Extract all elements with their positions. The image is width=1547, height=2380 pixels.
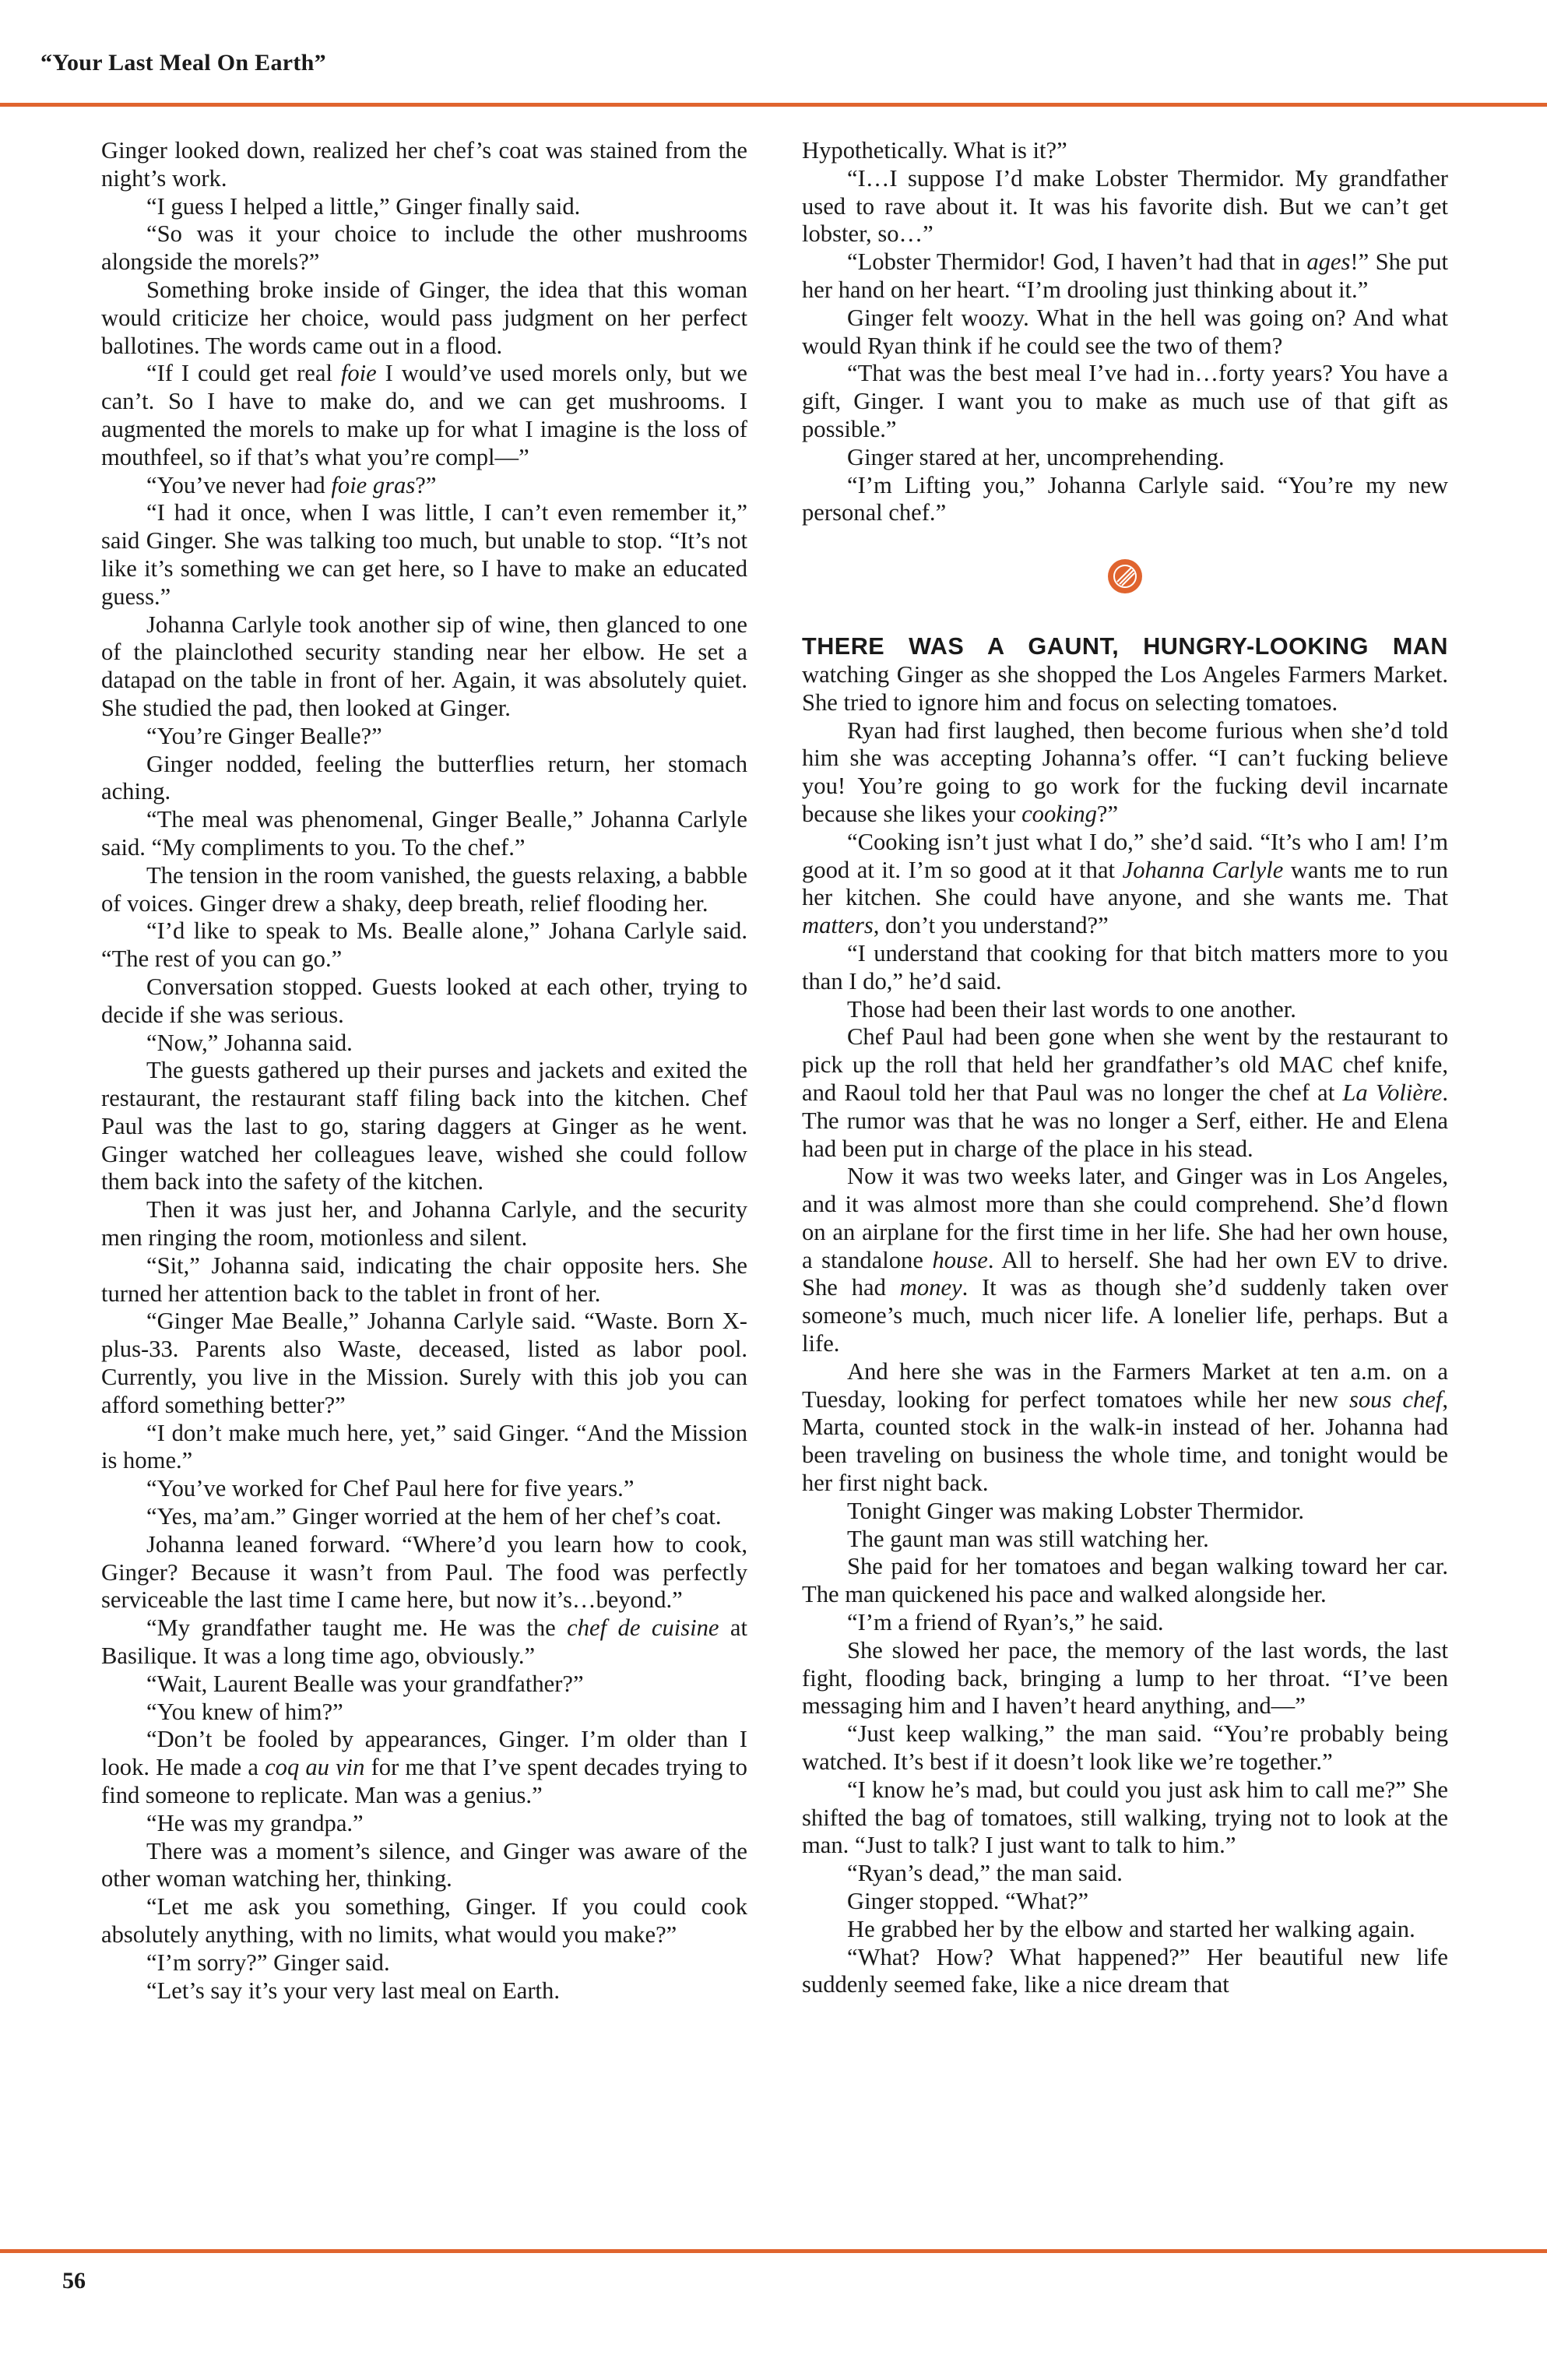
paragraph: “Let’s say it’s your very last meal on Earth. <box>146 1977 560 2004</box>
paragraph: “He was my grandpa.” <box>146 1809 364 1836</box>
paragraph: “Just keep walking,” the man said. “You’re probably being watched. It’s best if it doesn’t look like we’re together.” <box>802 1720 1448 1776</box>
paragraph: “I…I suppose I’d make Lobster Thermidor. My grandfather used to rave about it. It was his favorite dish. But we can’t get lobster, so…” <box>802 164 1448 248</box>
paragraph: Conversation stopped. Guests looked at each other, trying to decide if she was serious. <box>101 973 747 1028</box>
paragraph: Ginger nodded, feeling the butterflies return, her stomach aching. <box>101 750 747 805</box>
paragraph: “Don’t be fooled by appearances, Ginger. I’m older than I look. He made a coq au vin for me that I’ve spent decades trying to find someone to replicate. Man was a genius.” <box>101 1726 747 1809</box>
section-break-icon <box>1107 558 1143 594</box>
paragraph: “So was it your choice to include the other mushrooms alongside the morels?” <box>101 220 747 276</box>
paragraph: “Ginger Mae Bealle,” Johanna Carlyle said. “Waste. Born X-plus-33. Parents also Waste, deceased, listed as labor pool. Currently, you live in the Mission. Surely with this job you can afford something better?” <box>101 1308 747 1418</box>
paragraph: “I had it once, when I was little, I can’t even remember it,” said Ginger. She was talking too much, but unable to stop. “It’s not like it’s something we can get here, so I have to make an educated guess.” <box>101 499 747 610</box>
paragraph: “I’m sorry?” Ginger said. <box>146 1949 390 1976</box>
paragraph: Ryan had first laughed, then become furious when she’d told him she was accepting Johanna’s offer. “I can’t fucking believe you! You’re going to go work for the fucking devil incarnate because she likes your cooking?” <box>802 716 1448 827</box>
paragraph: He grabbed her by the elbow and started her walking again. <box>847 1915 1415 1942</box>
paragraph: “Let me ask you something, Ginger. If you could cook absolutely anything, with no limits, what would you make?” <box>101 1893 747 1948</box>
paragraph: “My grandfather taught me. He was the chef de cuisine at Basilique. It was a long time ago, obviously.” <box>101 1614 748 1670</box>
left-column <box>101 137 747 2005</box>
right-column <box>802 137 1448 1999</box>
paragraph: “You knew of him?” <box>146 1698 343 1725</box>
paragraph: “That was the best meal I’ve had in…forty years? You have a gift, Ginger. I want you to make as much use of that gift as possible.” <box>802 360 1448 442</box>
paragraph: “I guess I helped a little,” Ginger finally said. <box>146 192 581 220</box>
paragraph: “Now,” Johanna said. <box>146 1029 353 1056</box>
paragraph: “You’ve never had foie gras?” <box>146 471 437 498</box>
paragraph: The gaunt man was still watching her. <box>847 1525 1209 1552</box>
paragraph: There was a moment’s silence, and Ginger was aware of the other woman watching her, thinking. <box>101 1837 747 1892</box>
paragraph: Ginger looked down, realized her chef’s coat was stained from the night’s work. <box>101 137 747 192</box>
paragraph: Those had been their last words to one another. <box>847 995 1296 1023</box>
paragraph: “The meal was phenomenal, Ginger Bealle,” Johanna Carlyle said. “My compliments to you. To the chef.” <box>101 806 747 861</box>
paragraph: “I’m a friend of Ryan’s,” he said. <box>847 1609 1164 1636</box>
paragraph: The tension in the room vanished, the guests relaxing, a babble of voices. Ginger drew a shaky, deep breath, relief flooding her. <box>101 861 747 917</box>
paragraph: “Cooking isn’t just what I do,” she’d said. “It’s who I am! I’m good at it. I’m so good at it that Johanna Carlyle wants me to run her kitchen. She could have anyone, and she wants me. That matters, don’t you understand?” <box>802 828 1448 939</box>
paragraph: Ginger felt woozy. What in the hell was going on? And what would Ryan think if he could see the two of them? <box>802 304 1448 359</box>
header-rule <box>0 103 1547 107</box>
paragraph: Chef Paul had been gone when she went by the restaurant to pick up the roll that held her grandfather’s old MAC chef knife, and Raoul told her that Paul was no longer the chef at La Volière. The rumor was that he was no longer a Serf, either. He and Elena had been put in charge of the place in his stead. <box>802 1023 1448 1162</box>
paragraph: “You’re Ginger Bealle?” <box>146 722 382 749</box>
paragraph: Then it was just her, and Johanna Carlyle, and the security men ringing the room, motionless and silent. <box>101 1196 747 1252</box>
paragraph: Johanna Carlyle took another sip of wine, then glanced to one of the plainclothed security standing near her elbow. He set a datapad on the table in front of her. Again, it was absolutely quiet. She studied the pad, then looked at Ginger. <box>101 611 747 721</box>
paragraph: “I’m Lifting you,” Johanna Carlyle said. “You’re my new personal chef.” <box>802 471 1448 526</box>
paragraph: And here she was in the Farmers Market at ten a.m. on a Tuesday, looking for perfect tomatoes while her new sous chef, Marta, counted stock in the walk-in instead of her. Johanna had been traveling on business the whole time, and tonight would be her first night back. <box>802 1357 1448 1497</box>
running-title: “Your Last Meal On Earth” <box>40 50 326 76</box>
paragraph: She slowed her pace, the memory of the last words, the last fight, flooding back, bringing a lump to her throat. “I’ve been messaging him and I haven’t heard anything, and—” <box>802 1636 1448 1720</box>
paragraph: Hypothetically. What is it?” <box>802 137 1067 164</box>
paragraph: “Sit,” Johanna said, indicating the chair opposite hers. She turned her attention back to the tablet in front of her. <box>101 1252 747 1307</box>
paragraph: The guests gathered up their purses and jackets and exited the restaurant, the restaurant staff filing back into the kitchen. Chef Paul was the last to go, staring daggers at Ginger as he went. Ginger watched her colleagues leave, wished she could follow them back into the safety of the kitchen. <box>101 1057 747 1195</box>
paragraph: “You’ve worked for Chef Paul here for five years.” <box>146 1475 635 1502</box>
page-number: 56 <box>62 2268 86 2294</box>
paragraph: She paid for her tomatoes and began walking toward her car. The man quickened his pace and walked alongside her. <box>802 1553 1448 1608</box>
paragraph: THERE WAS A GAUNT, HUNGRY-LOOKING MAN watching Ginger as she shopped the Los Angeles Farmers Market. She tried to ignore him and focus on selecting tomatoes. <box>802 633 1448 716</box>
paragraph: “I’d like to speak to Ms. Bealle alone,” Johana Carlyle said. “The rest of you can go.” <box>101 917 747 973</box>
paragraph: “Yes, ma’am.” Ginger worried at the hem of her chef’s coat. <box>146 1503 722 1530</box>
paragraph: “I know he’s mad, but could you just ask him to call me?” She shifted the bag of tomatoes, still walking, trying not to look at the man. “Just to talk? I just want to talk to him.” <box>802 1776 1448 1859</box>
paragraph: Ginger stared at her, uncomprehending. <box>847 443 1225 470</box>
paragraph: Now it was two weeks later, and Ginger was in Los Angeles, and it was almost more than she could comprehend. She’d flown on an airplane for the first time in her life. She had her own house, a standalone house. All to herself. She had her own EV to drive. She had money. It was as though she’d suddenly taken over someone’s much, much nicer life. A lonelier life, perhaps. But a life. <box>802 1163 1448 1357</box>
paragraph: “Lobster Thermidor! God, I haven’t had that in ages!” She put her hand on her heart. “I’m drooling just thinking about it.” <box>802 248 1448 303</box>
paragraph: Ginger stopped. “What?” <box>847 1888 1089 1915</box>
paragraph: “Wait, Laurent Bealle was your grandfather?” <box>146 1670 584 1697</box>
paragraph: Johanna leaned forward. “Where’d you learn how to cook, Ginger? Because it wasn’t from Paul. The food was perfectly serviceable the last time I came here, but now it’s…beyond.” <box>101 1530 747 1614</box>
paragraph: Something broke inside of Ginger, the idea that this woman would criticize her choice, would pass judgment on her perfect ballotines. The words came out in a flood. <box>101 276 747 359</box>
paragraph: “I don’t make much here, yet,” said Ginger. “And the Mission is home.” <box>101 1419 747 1474</box>
paragraph: “If I could get real foie I would’ve used morels only, but we can’t. So I have to make do, and we can get mushrooms. I augmented the morels to make up for what I imagine is the loss of mouthfeel, so if that’s what you’re compl—” <box>101 360 747 470</box>
paragraph: “What? How? What happened?” Her beautiful new life suddenly seemed fake, like a nice dream that <box>802 1943 1448 1998</box>
paragraph: “I understand that cooking for that bitch matters more to you than I do,” he’d said. <box>802 939 1448 995</box>
footer-rule <box>0 2249 1547 2253</box>
paragraph: Tonight Ginger was making Lobster Thermidor. <box>847 1497 1304 1524</box>
section-lead-in: THERE WAS A GAUNT, HUNGRY-LOOKING MAN <box>802 633 1448 660</box>
paragraph: “Ryan’s dead,” the man said. <box>847 1860 1123 1887</box>
